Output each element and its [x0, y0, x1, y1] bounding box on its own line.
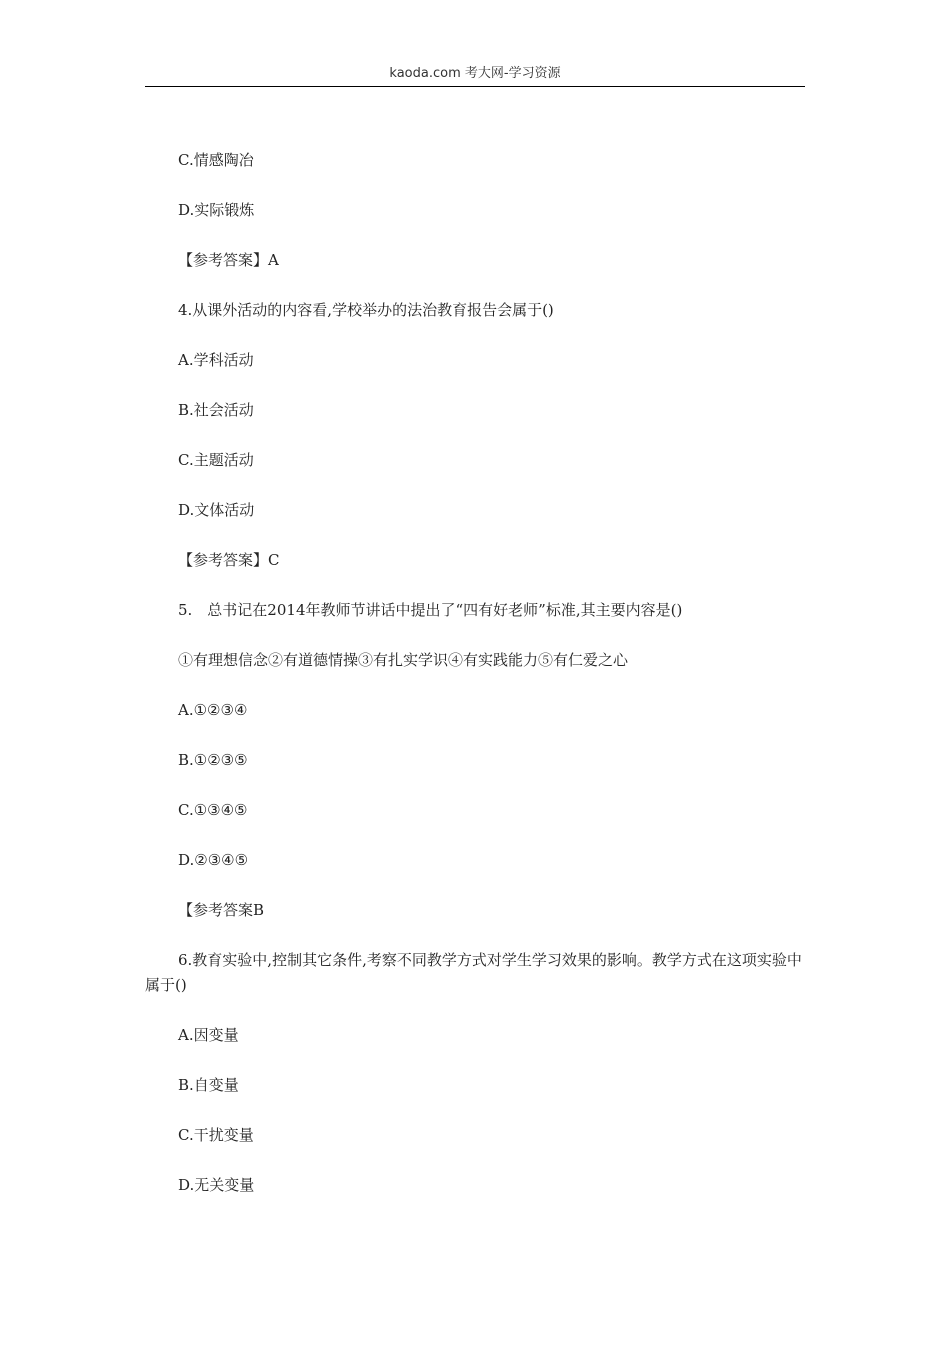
- option-d-q5: D.②③④⑤: [178, 851, 249, 869]
- option-c-q5: C.①③④⑤: [178, 801, 248, 819]
- question-5: 5. 总书记在2014年教师节讲话中提出了“四有好老师”标准,其主要内容是(): [178, 601, 683, 619]
- option-c-q4: C.主题活动: [178, 451, 254, 469]
- option-c-q3: C.情感陶冶: [178, 151, 254, 169]
- option-b-q6: B.自变量: [178, 1076, 239, 1094]
- option-b-q5: B.①②③⑤: [178, 751, 248, 769]
- option-b-q4: B.社会活动: [178, 401, 254, 419]
- option-d-q3: D.实际锻炼: [178, 201, 255, 219]
- option-d-q6: D.无关变量: [178, 1176, 255, 1194]
- answer-q5: 【参考答案B: [178, 901, 265, 919]
- question-6: 6.教育实验中,控制其它条件,考察不同教学方式对学生学习效果的影响。教学方式在这项实验中属于(): [145, 951, 802, 994]
- question-5-statements: ①有理想信念②有道德情操③有扎实学识④有实践能力⑤有仁爱之心: [178, 651, 629, 669]
- option-c-q6: C.干扰变量: [178, 1126, 254, 1144]
- answer-q3: 【参考答案】A: [178, 251, 279, 269]
- option-d-q4: D.文体活动: [178, 501, 255, 519]
- option-a-q4: A.学科活动: [178, 351, 254, 369]
- page-header: kaoda.com 考大网-学习资源: [145, 64, 805, 87]
- option-a-q6: A.因变量: [178, 1026, 239, 1044]
- answer-q4: 【参考答案】C: [178, 551, 280, 569]
- option-a-q5: A.①②③④: [178, 701, 248, 719]
- question-4: 4.从课外活动的内容看,学校举办的法治教育报告会属于(): [178, 301, 554, 319]
